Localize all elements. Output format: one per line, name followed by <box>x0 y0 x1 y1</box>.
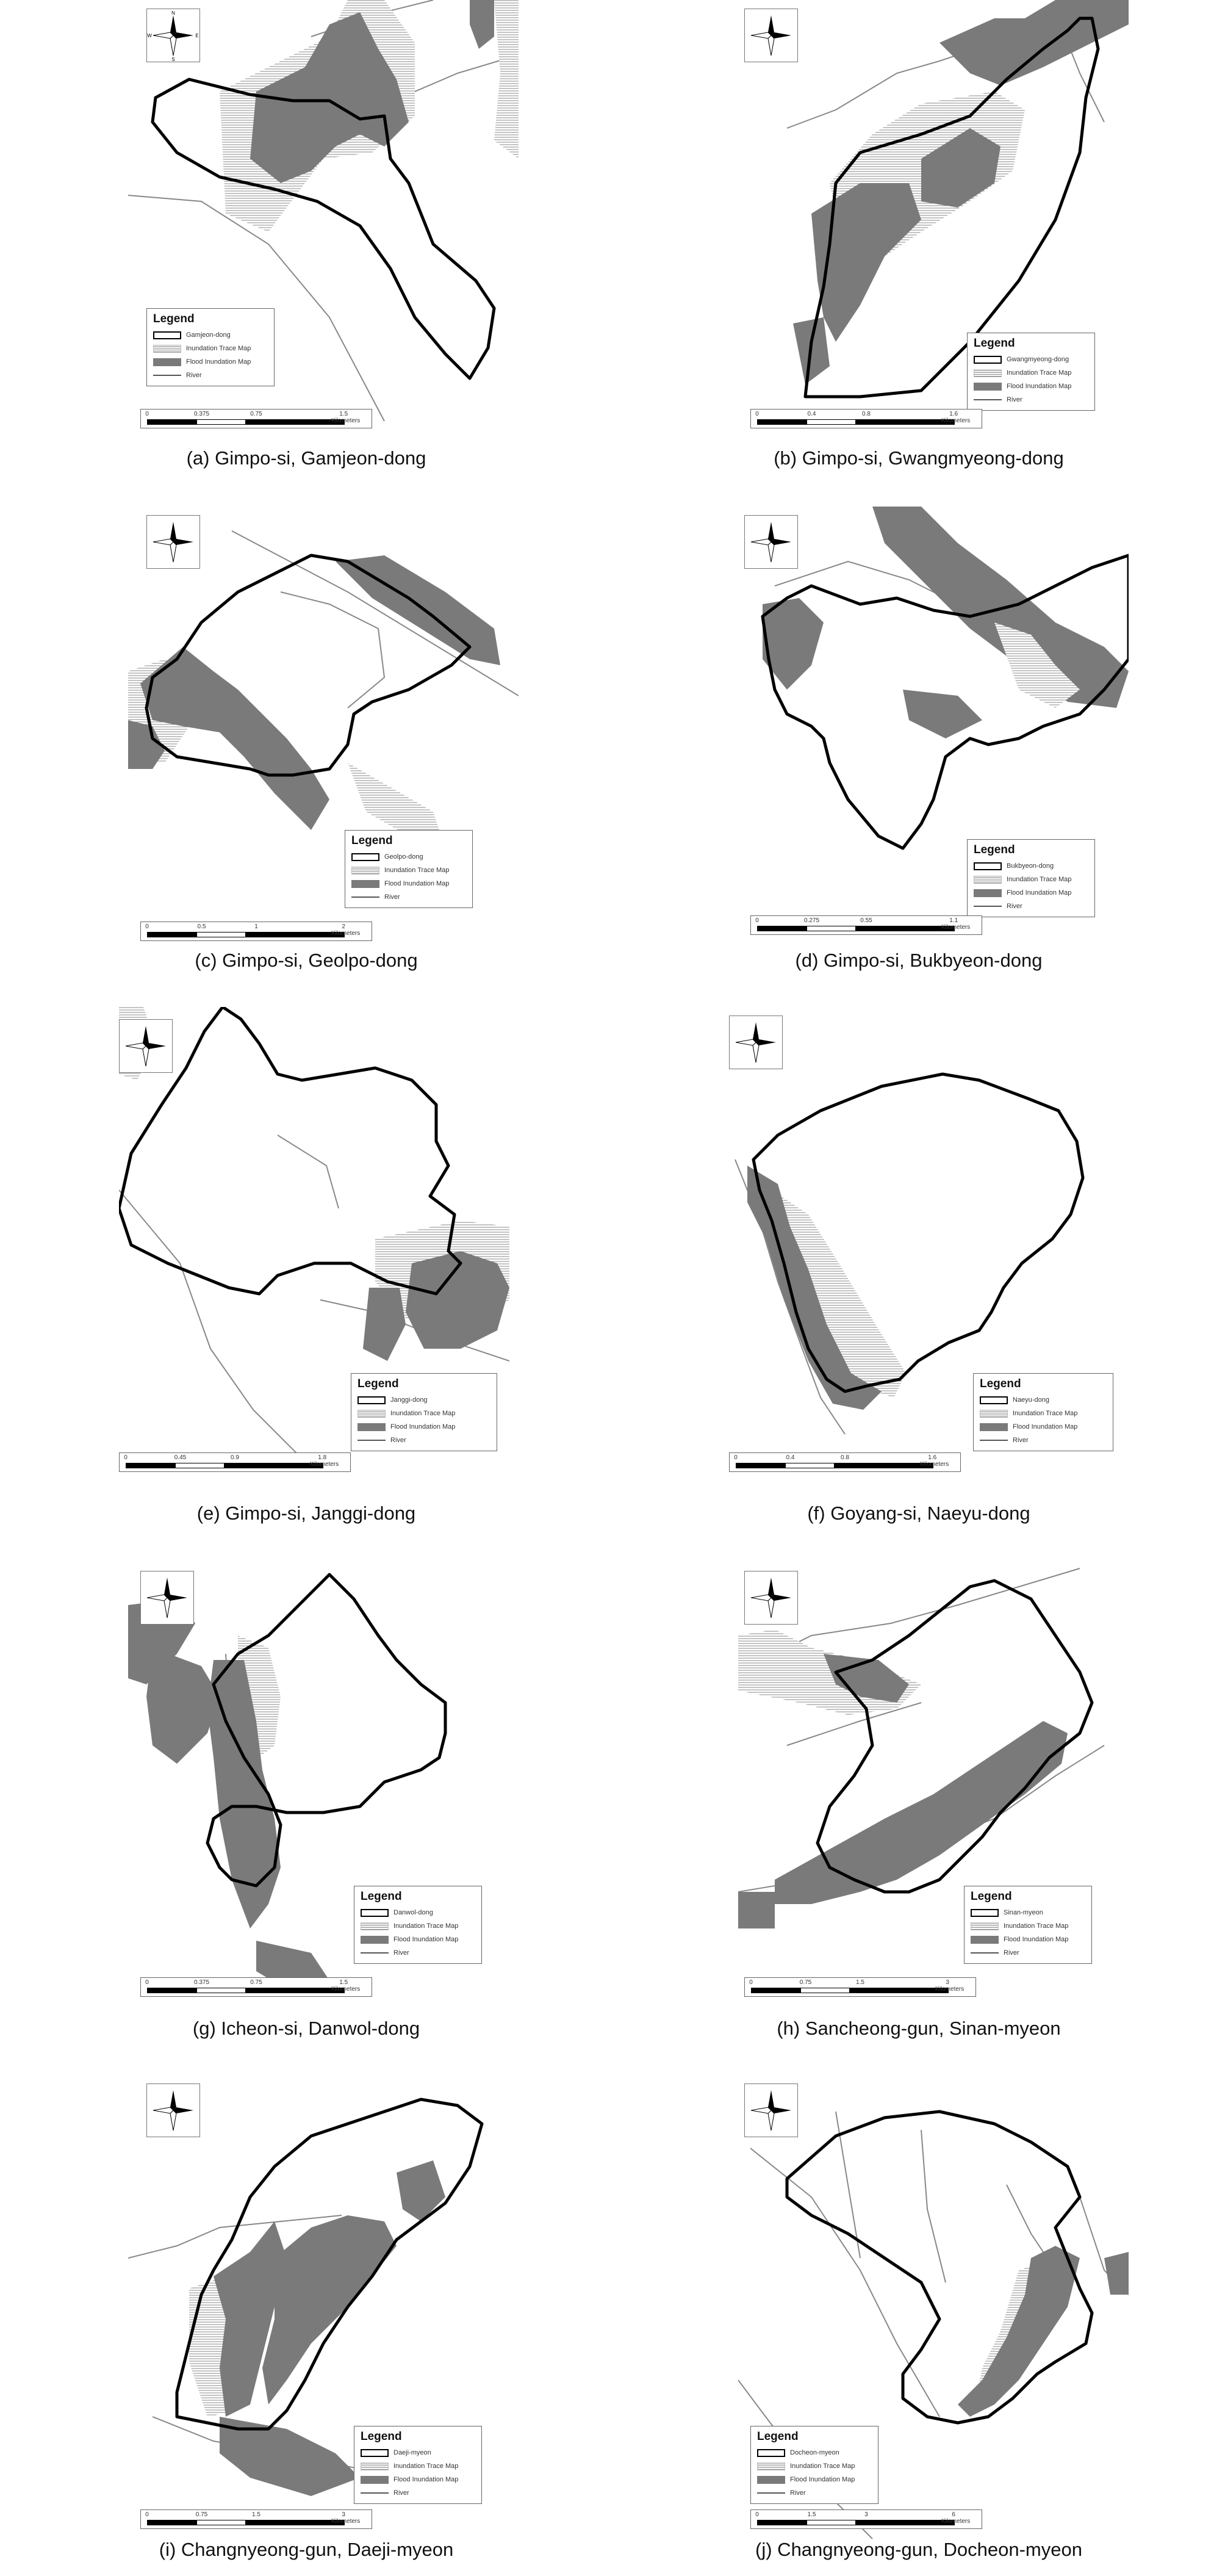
river-swatch <box>361 2492 389 2494</box>
north-arrow <box>146 2084 200 2137</box>
flood-swatch <box>351 880 379 888</box>
legend-river-label: River <box>390 1437 406 1444</box>
boundary-swatch <box>361 1909 389 1917</box>
legend-title: Legend <box>974 843 1015 856</box>
scale-tick: 1.5 <box>856 1979 864 1986</box>
legend <box>354 1886 482 1964</box>
legend-boundary-label: Daeji-myeon <box>393 2449 431 2456</box>
boundary-swatch <box>757 2449 785 2457</box>
scale-tick: 0.75 <box>250 1979 262 1986</box>
legend-river-label: River <box>1004 1949 1019 1957</box>
map-canvas <box>128 1562 519 2038</box>
scale-tick: 0 <box>145 923 149 930</box>
flood-swatch <box>361 1936 389 1944</box>
map-panel-g <box>128 1562 519 2038</box>
caption-j: (j) Changnyeong-gun, Docheon-myeon <box>755 2539 1082 2560</box>
scale-tick: 1.6 <box>928 1454 937 1461</box>
scale-unit: Kilometers <box>331 930 361 937</box>
legend-river-label: River <box>384 893 400 901</box>
map-panel-d <box>738 507 1129 983</box>
legend-river-label: River <box>393 1949 409 1957</box>
scale-tick: 1.6 <box>949 411 958 417</box>
north-arrow-icon <box>141 1571 193 1624</box>
map-panel-j <box>738 2075 1129 2551</box>
scale-tick: 0.8 <box>841 1454 849 1461</box>
legend <box>345 830 473 908</box>
flood-swatch <box>980 1423 1008 1431</box>
caption-a: (a) Gimpo-si, Gamjeon-dong <box>186 447 426 469</box>
map-panel-e <box>119 1007 509 1483</box>
scale-tick: 0.5 <box>197 923 206 930</box>
flood-inundation-area <box>262 2215 397 2405</box>
boundary-swatch <box>153 331 181 339</box>
river-line <box>119 1190 314 1471</box>
river-swatch <box>974 906 1002 907</box>
legend-title: Legend <box>971 1890 1012 1903</box>
scale-tick: 0.375 <box>193 1979 210 1986</box>
scale-tick: 0 <box>734 1454 738 1461</box>
flood-inundation-area <box>363 1288 406 1361</box>
caption-e: (e) Gimpo-si, Janggi-dong <box>196 1503 416 1524</box>
caption-g: (g) Icheon-si, Danwol-dong <box>192 2018 420 2039</box>
boundary-swatch <box>361 2449 389 2457</box>
scale-tick: 0.4 <box>807 411 816 417</box>
scale-bar <box>140 1977 372 1997</box>
scale-tick: 0.9 <box>231 1454 239 1461</box>
scale-tick: 0.275 <box>803 917 820 924</box>
legend <box>351 1373 497 1451</box>
map-canvas <box>128 507 519 983</box>
legend-flood-label: Flood Inundation Map <box>1007 889 1072 897</box>
flood-inundation-area <box>903 690 982 738</box>
boundary-swatch <box>357 1396 386 1404</box>
flood-inundation-area <box>470 0 494 49</box>
scale-tick: 2 <box>342 923 345 930</box>
scale-tick: 1 <box>254 923 258 930</box>
map-canvas <box>738 1562 1129 2038</box>
river-swatch <box>351 897 379 898</box>
scale-bar <box>750 409 982 428</box>
legend-trace-label: Inundation Trace Map <box>790 2462 855 2470</box>
legend-trace-label: Inundation Trace Map <box>393 2462 459 2470</box>
scale-bar <box>750 915 982 935</box>
map-panel-h <box>738 1562 1129 2038</box>
scale-tick: 0 <box>145 1979 149 1986</box>
scale-bar <box>140 409 372 428</box>
compass-s: S <box>171 57 175 62</box>
trace-swatch <box>361 1922 389 1930</box>
scale-bar <box>119 1452 351 1472</box>
boundary-swatch <box>351 853 379 861</box>
scale-unit: Kilometers <box>331 1986 361 1993</box>
legend <box>964 1886 1092 1964</box>
river-swatch <box>974 399 1002 400</box>
legend-flood-label: Flood Inundation Map <box>393 1936 459 1943</box>
legend-flood-label: Flood Inundation Map <box>1007 383 1072 390</box>
flood-inundation-area <box>397 2160 445 2221</box>
legend-trace-label: Inundation Trace Map <box>1004 1922 1069 1930</box>
north-arrow <box>744 2084 798 2137</box>
scale-tick: 0.8 <box>862 411 871 417</box>
caption-i: (i) Changnyeong-gun, Daeji-myeon <box>159 2539 454 2560</box>
scale-tick: 0 <box>124 1454 128 1461</box>
boundary-swatch <box>980 1396 1008 1404</box>
caption-b: (b) Gimpo-si, Gwangmyeong-dong <box>774 447 1064 469</box>
flood-swatch <box>153 358 181 366</box>
scale-unit: Kilometers <box>310 1461 339 1468</box>
river-swatch <box>757 2492 785 2494</box>
scale-tick: 0 <box>755 917 759 924</box>
scale-tick: 0.75 <box>250 411 262 417</box>
compass-w: W <box>147 33 152 38</box>
legend-boundary-label: Naeyu-dong <box>1013 1396 1049 1404</box>
flood-inundation-area <box>775 1721 1068 1904</box>
scale-tick: 0 <box>145 2511 149 2518</box>
scale-tick: 0.45 <box>174 1454 187 1461</box>
legend-flood-label: Flood Inundation Map <box>1004 1936 1069 1943</box>
scale-tick: 1.1 <box>949 917 958 924</box>
legend-title: Legend <box>361 2430 402 2443</box>
north-arrow <box>140 1571 194 1625</box>
legend-boundary-label: Docheon-myeon <box>790 2449 839 2456</box>
legend-river-label: River <box>1007 396 1022 403</box>
north-arrow <box>744 515 798 569</box>
legend <box>967 333 1095 411</box>
north-arrow-icon <box>730 1016 782 1069</box>
scale-tick: 0 <box>749 1979 753 1986</box>
legend-flood-label: Flood Inundation Map <box>186 358 251 366</box>
scale-unit: Kilometers <box>941 2518 971 2525</box>
flood-inundation-area <box>1104 2252 1129 2295</box>
scale-tick: 6 <box>952 2511 955 2518</box>
legend-flood-label: Flood Inundation Map <box>790 2476 855 2483</box>
scale-unit: Kilometers <box>920 1461 949 1468</box>
scale-bar <box>744 1977 976 1997</box>
scale-tick: 0 <box>755 2511 759 2518</box>
river-swatch <box>980 1440 1008 1441</box>
flood-swatch <box>757 2476 785 2484</box>
river-line <box>281 592 384 708</box>
boundary-swatch <box>974 862 1002 870</box>
scale-unit: Kilometers <box>941 417 971 424</box>
scale-tick: 0 <box>755 411 759 417</box>
legend <box>973 1373 1113 1451</box>
scale-unit: Kilometers <box>941 924 971 931</box>
caption-h: (h) Sancheong-gun, Sinan-myeon <box>777 2018 1061 2039</box>
legend-title: Legend <box>980 1377 1021 1390</box>
scale-tick: 0.75 <box>799 1979 812 1986</box>
trace-swatch <box>361 2462 389 2470</box>
compass-e: E <box>195 33 199 38</box>
scale-tick: 0 <box>145 411 149 417</box>
legend-title: Legend <box>361 1890 402 1903</box>
caption-f: (f) Goyang-si, Naeyu-dong <box>807 1503 1030 1524</box>
legend-title: Legend <box>153 312 195 325</box>
trace-swatch <box>757 2462 785 2470</box>
legend-river-label: River <box>393 2489 409 2497</box>
north-arrow-icon <box>147 516 199 568</box>
scale-bar <box>729 1452 961 1472</box>
legend-river-label: River <box>1007 903 1022 910</box>
boundary-swatch <box>974 356 1002 364</box>
river-line <box>278 1135 339 1208</box>
north-arrow <box>744 9 798 62</box>
legend-boundary-label: Geolpo-dong <box>384 853 423 860</box>
scale-tick: 0.55 <box>860 917 872 924</box>
legend-flood-label: Flood Inundation Map <box>1013 1423 1078 1431</box>
map-panel-b <box>738 0 1129 476</box>
trace-swatch <box>351 867 379 875</box>
scale-tick: 1.8 <box>318 1454 327 1461</box>
river-swatch <box>153 375 181 376</box>
trace-swatch <box>971 1922 999 1930</box>
scale-tick: 1.5 <box>339 411 348 417</box>
flood-inundation-area <box>939 0 1129 85</box>
scale-unit: Kilometers <box>935 1986 965 1993</box>
legend-river-label: River <box>1013 1437 1029 1444</box>
caption-c: (c) Gimpo-si, Geolpo-dong <box>195 950 418 971</box>
trace-swatch <box>153 345 181 353</box>
legend-boundary-label: Gamjeon-dong <box>186 331 231 339</box>
north-arrow-icon <box>745 1571 797 1624</box>
scale-tick: 0.4 <box>786 1454 795 1461</box>
legend-flood-label: Flood Inundation Map <box>390 1423 456 1431</box>
north-arrow <box>146 9 200 62</box>
river-line <box>921 2130 946 2282</box>
legend-flood-label: Flood Inundation Map <box>384 880 450 887</box>
flood-swatch <box>361 2476 389 2484</box>
legend <box>750 2426 878 2504</box>
legend-boundary-label: Sinan-myeon <box>1004 1909 1043 1916</box>
caption-d: (d) Gimpo-si, Bukbyeon-dong <box>795 950 1043 971</box>
legend-boundary-label: Danwol-dong <box>393 1909 433 1916</box>
scale-bar <box>140 2509 372 2529</box>
map-panel-f <box>723 1007 1113 1483</box>
river-swatch <box>357 1440 386 1441</box>
trace-swatch <box>974 369 1002 377</box>
legend-river-label: River <box>790 2489 806 2497</box>
flood-swatch <box>974 383 1002 391</box>
river-swatch <box>361 1952 389 1954</box>
legend-trace-label: Inundation Trace Map <box>390 1410 456 1417</box>
scale-tick: 3 <box>864 2511 868 2518</box>
north-arrow <box>119 1019 173 1073</box>
north-arrow <box>146 515 200 569</box>
scale-tick: 1.5 <box>339 1979 348 1986</box>
legend <box>967 839 1095 917</box>
scale-unit: Kilometers <box>331 2518 361 2525</box>
scale-tick: 3 <box>342 2511 345 2518</box>
legend-boundary-label: Janggi-dong <box>390 1396 428 1404</box>
scale-unit: Kilometers <box>331 417 361 424</box>
legend-title: Legend <box>974 337 1015 350</box>
scale-bar <box>140 922 372 941</box>
trace-swatch <box>974 876 1002 884</box>
trace-swatch <box>357 1410 386 1418</box>
scale-tick: 0.75 <box>195 2511 208 2518</box>
river-line <box>750 2148 939 2417</box>
map-panel-a <box>128 0 519 476</box>
flood-inundation-area <box>738 1892 775 1928</box>
flood-swatch <box>974 889 1002 897</box>
scale-tick: 0.375 <box>193 411 210 417</box>
legend-trace-label: Inundation Trace Map <box>384 867 450 874</box>
scale-tick: 3 <box>946 1979 949 1986</box>
scale-tick: 1.5 <box>807 2511 816 2518</box>
north-arrow-icon <box>147 9 199 62</box>
legend-title: Legend <box>351 834 393 847</box>
flood-swatch <box>971 1936 999 1944</box>
legend-trace-label: Inundation Trace Map <box>393 1922 459 1930</box>
flood-swatch <box>357 1423 386 1431</box>
trace-swatch <box>980 1410 1008 1418</box>
inundation-trace-area <box>494 0 519 159</box>
legend-boundary-label: Bukbyeon-dong <box>1007 862 1054 870</box>
map-canvas <box>128 0 519 476</box>
scale-tick: 1.5 <box>252 2511 260 2518</box>
legend-title: Legend <box>757 2430 799 2443</box>
river-line <box>232 531 519 696</box>
north-arrow <box>744 1571 798 1625</box>
legend-flood-label: Flood Inundation Map <box>393 2476 459 2483</box>
legend <box>354 2426 482 2504</box>
flood-inundation-area <box>336 555 500 665</box>
north-arrow-icon <box>745 9 797 62</box>
river-swatch <box>971 1952 999 1954</box>
north-arrow-icon <box>745 516 797 568</box>
legend-boundary-label: Gwangmyeong-dong <box>1007 356 1069 363</box>
map-panel-i <box>128 2075 519 2551</box>
north-arrow-icon <box>745 2084 797 2137</box>
north-arrow-icon <box>147 2084 199 2137</box>
map-panel-c <box>128 507 519 983</box>
legend-title: Legend <box>357 1377 399 1390</box>
north-arrow <box>729 1016 783 1069</box>
north-arrow-icon <box>120 1020 172 1072</box>
legend-trace-label: Inundation Trace Map <box>1013 1410 1078 1417</box>
boundary-swatch <box>971 1909 999 1917</box>
legend-trace-label: Inundation Trace Map <box>1007 876 1072 883</box>
legend-river-label: River <box>186 372 202 379</box>
compass-n: N <box>171 10 175 16</box>
scale-bar <box>750 2509 982 2529</box>
legend-trace-label: Inundation Trace Map <box>1007 369 1072 377</box>
legend-trace-label: Inundation Trace Map <box>186 345 251 352</box>
legend <box>146 308 275 386</box>
